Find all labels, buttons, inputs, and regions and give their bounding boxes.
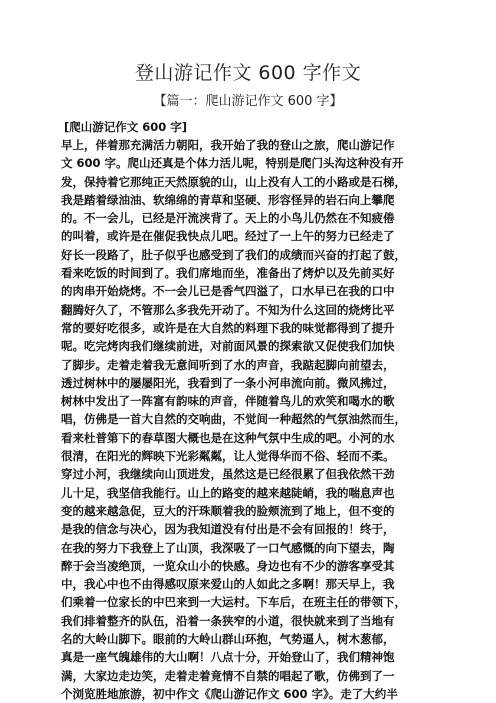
body-line: 儿十足，我坚信我能行。山上的路变的越来越陡峭，我的喘息声也 — [61, 485, 395, 500]
body-line: 文 600 字。爬山还真是个体力活儿呢，特别是爬门头沟这种没有开 — [61, 156, 404, 171]
page-title: 登山游记作文 600 字作文 — [134, 62, 362, 84]
body-line: 透过树林中的屡屡阳光，我看到了一条小河串流向前。微风拂过， — [61, 375, 395, 390]
section-subtitle: 【篇一：爬山游记作文 600 字】 — [153, 94, 343, 109]
body-line: 呢。吃完烤肉我们继续前进，对前面风景的探索欲又促使我们加快 — [61, 339, 395, 354]
body-line: 好长一段路了，肚子似乎也感受到了我们的成绩而兴奋的打起了鼓， — [61, 247, 406, 262]
body-line: 唱，仿佛是一首大自然的交响曲，不觉间一种超然的气氛油然而生， — [61, 412, 406, 427]
body-line: 发，保持着它那纯正天然原貌的山，山上没有人工的小路或是石梯， — [61, 174, 406, 189]
body-line: 变的越来越急促，豆大的汗珠顺着我的脸颊流到了地上，但不变的 — [61, 503, 395, 518]
body-line: 常的要好吃很多，或许是在大自然的料理下我的味觉都得到了提升 — [61, 320, 395, 335]
body-line: 看来吃饭的时间到了。我们席地而坐，准备出了烤炉以及先前买好 — [61, 266, 395, 281]
body-line: 个浏览胜地旅游，初中作文《爬山游记作文 600 字》。走了大约半 — [61, 686, 398, 701]
body-line: 醉于会当凌绝顶，一览众山小的快感。身边也有不少的游客享受其 — [61, 558, 395, 573]
body-line: 我是踏着绿油油、软绵绵的青草和坚硬、形容怪异的岩石向上攀爬 — [61, 192, 395, 207]
body-line: 树林中发出了一阵富有韵味的声音，伴随着鸟儿的欢笑和喝水的歌 — [61, 394, 395, 409]
body-line: 了脚步。走着走着我无意间听到了水的声音，我踮起脚向前望去， — [61, 357, 395, 372]
body-line: 翻腾好久了，不管那么多我先开动了。不知为什么这回的烧烤比平 — [61, 302, 395, 317]
body-line: 的。不一会儿，已经是汗流浃背了。天上的小鸟儿仍然在不知疲倦 — [61, 211, 395, 226]
body-line: 的肉串开始烧烤。不一会儿已是香气四溢了，口水早已在我的口中 — [61, 284, 395, 299]
body-line: 名的大岭山脚下。眼前的大岭山群山环抱，气势逼人，树木葱郁， — [61, 632, 395, 647]
body-line: 满，大家边走边笑，走着走着竟情不自禁的唱起了歌，仿佛到了一 — [61, 668, 395, 683]
body-line: 中，我心中也不由得感叹原来爱山的人如此之多啊！那天早上，我 — [61, 577, 395, 592]
body-line: 的叫着，或许是在催促我快点儿吧。经过了一上午的努力已经走了 — [61, 229, 395, 244]
body-line: 看来杜普第下的春草图大概也是在这种气氛中生成的吧。小河的水 — [61, 430, 395, 445]
body-line: 在我的努力下我登上了山顶，我深吸了一口气感慨的向下望去，陶 — [61, 540, 395, 555]
body-line: 是我的信念与决心，因为我知道没有付出是不会有回报的！终于， — [61, 522, 395, 537]
body-line: 们乘着一位家长的中巴来到一大运村。下车后，在班主任的带领下， — [61, 595, 406, 610]
body-line: 我们排着整齐的队伍，沿着一条狭窄的小道，很快就来到了当地有 — [61, 613, 395, 628]
body-line: 真是一座气魄雄伟的大山啊！八点十分，开始登山了，我们精神饱 — [61, 650, 395, 665]
body-line: 穿过小河，我继续向山顶进发，虽然这是已经很累了但我依然干劲 — [61, 467, 395, 482]
body-line: 很清，在阳光的辉映下光彩粼粼，让人觉得华而不俗、轻而不柔。 — [61, 449, 395, 464]
essay-heading: [爬山游记作文 600 字] — [64, 120, 188, 134]
body-line: 早上，伴着那充满活力朝阳，我开始了我的登山之旅，爬山游记作 — [61, 138, 395, 152]
essay-body — [61, 136, 441, 703]
